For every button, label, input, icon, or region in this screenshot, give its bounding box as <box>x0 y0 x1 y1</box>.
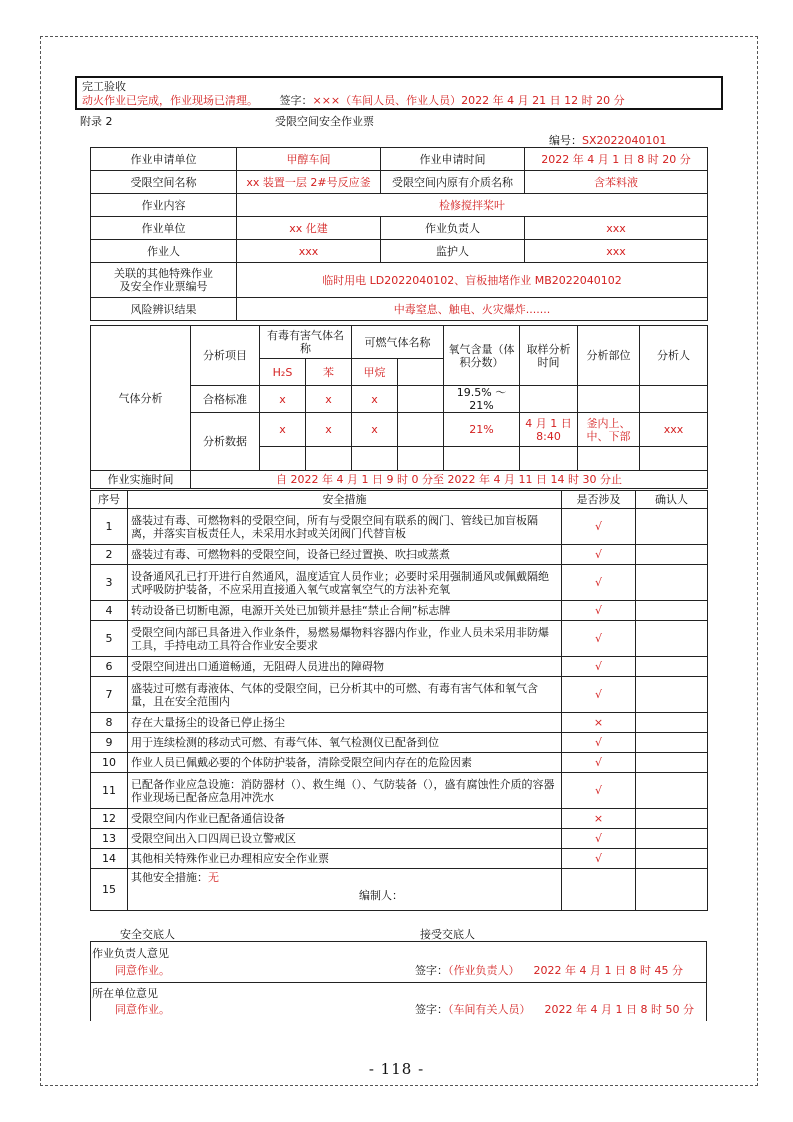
measure-text: 已配备作业应急设施：消防器材（）、救生绳（）、气防装备（），盛有腐蚀性介质的容器作业现场已配备应急用冲洗水 <box>128 773 562 809</box>
measure-confirm <box>636 545 708 565</box>
impl-time-label: 作业实施时间 <box>91 471 191 489</box>
handover-receiver: 接受交底人 <box>420 928 475 941</box>
measure-involved-mark: √ <box>562 545 636 565</box>
leader-value: xxx <box>525 217 708 240</box>
measure-involved-mark: × <box>562 713 636 733</box>
standard-time <box>520 386 578 413</box>
flammable-gas-1: 甲烷 <box>352 359 398 386</box>
data-2: x <box>306 413 352 447</box>
unit-sign-label: 签字： <box>415 1003 448 1016</box>
measure-text: 盛装过有毒、可燃物料的受限空间，设备已经过置换、吹扫或蒸煮 <box>128 545 562 565</box>
measure-involved-mark: √ <box>562 621 636 657</box>
measure-row <box>91 621 708 657</box>
measures-confirm-header: 确认人 <box>636 491 708 509</box>
measure-no: 15 <box>91 869 128 911</box>
content-label: 作业内容 <box>91 194 237 217</box>
measure-no: 13 <box>91 829 128 849</box>
measure-confirm <box>636 713 708 733</box>
leader-opinion-value: 同意作业。 <box>115 964 170 977</box>
editor-label: 编制人： <box>359 889 403 902</box>
measure-row <box>91 601 708 621</box>
measure-involved-mark: √ <box>562 677 636 713</box>
ticket-no-value: SX2022040101 <box>582 134 667 147</box>
leader-sign-label: 签字： <box>415 964 448 977</box>
gas-analysis-table <box>90 325 708 489</box>
measure-no: 9 <box>91 733 128 753</box>
measure-row <box>91 713 708 733</box>
measure-text: 存在大量扬尘的设备已停止扬尘 <box>128 713 562 733</box>
measure-confirm <box>636 509 708 545</box>
standard-4 <box>398 386 444 413</box>
leader-sign-time: 2022 年 4 月 1 日 8 时 45 分 <box>533 964 683 977</box>
leader-opinion-label: 作业负责人意见 <box>92 947 169 960</box>
measure-involved-mark: √ <box>562 565 636 601</box>
data-analyst: xxx <box>640 413 708 447</box>
data-4 <box>398 413 444 447</box>
data-label: 分析数据 <box>191 413 260 471</box>
completion-box <box>75 76 723 110</box>
leader-label: 作业负责人 <box>381 217 525 240</box>
measure-no: 11 <box>91 773 128 809</box>
related-label-line-2: 及安全作业票编号 <box>119 280 208 293</box>
standard-2: x <box>306 386 352 413</box>
appendix-label: 附录 2 <box>80 115 113 128</box>
related-value: 临时用电 LD2022040102、盲板抽堵作业 MB2022040102 <box>237 263 708 298</box>
measure-text: 转动设备已切断电源，电源开关处已加锁并悬挂“禁止合闸”标志牌 <box>128 601 562 621</box>
measure-confirm <box>636 773 708 809</box>
oxygen-label: 氧气含量（体积分数） <box>444 326 520 386</box>
other-measure-confirm <box>636 869 708 911</box>
medium-value: 含苯料液 <box>525 171 708 194</box>
toxic-gas-label: 有毒有害气体名称 <box>260 326 352 359</box>
measure-row <box>91 733 708 753</box>
guardian-value: xxx <box>525 240 708 263</box>
data-part: 釜内上、中、下部 <box>578 413 640 447</box>
measure-involved-mark: √ <box>562 773 636 809</box>
measure-no: 6 <box>91 657 128 677</box>
other-measure-label: 其他安全措施： <box>131 871 208 884</box>
measure-confirm <box>636 657 708 677</box>
measures-involved-header: 是否涉及 <box>562 491 636 509</box>
completion-title: 完工验收 <box>82 80 126 93</box>
flammable-gas-2 <box>398 359 444 386</box>
measure-row <box>91 509 708 545</box>
measure-confirm <box>636 829 708 849</box>
standard-oxygen: 19.5% ～21% <box>444 386 520 413</box>
measure-confirm <box>636 733 708 753</box>
measure-text: 盛装过有毒、可燃物料的受限空间，所有与受限空间有联系的阀门、管线已加盲板隔离，并落实盲板责任人，未采用水封或关闭阀门代替盲板 <box>128 509 562 545</box>
measure-row <box>91 773 708 809</box>
work-unit-value: xx 化建 <box>237 217 381 240</box>
standard-3: x <box>352 386 398 413</box>
handover-giver: 安全交底人 <box>120 928 175 941</box>
measure-confirm <box>636 677 708 713</box>
measure-no: 10 <box>91 753 128 773</box>
applicant-unit-value: 甲醇车间 <box>237 148 381 171</box>
toxic-gas-1: H₂S <box>260 359 306 386</box>
measure-involved-mark: √ <box>562 509 636 545</box>
measure-text: 其他相关特殊作业已办理相应安全作业票 <box>128 849 562 869</box>
measure-row <box>91 565 708 601</box>
measure-row <box>91 753 708 773</box>
applicant-unit-label: 作业申请单位 <box>91 148 237 171</box>
divider <box>90 941 91 1021</box>
measure-involved-mark: √ <box>562 601 636 621</box>
measure-confirm <box>636 565 708 601</box>
measure-no: 14 <box>91 849 128 869</box>
related-label <box>91 263 237 298</box>
worker-value: xxx <box>237 240 381 263</box>
divider <box>90 982 707 983</box>
measures-table <box>90 490 708 911</box>
standard-analyst <box>640 386 708 413</box>
sample-time-label: 取样分析时间 <box>520 326 578 386</box>
measure-text: 盛装过可燃有毒液体、气体的受限空间，已分析其中的可燃、有毒有害气体和氧气含量，且在安全范围内 <box>128 677 562 713</box>
unit-opinion-label: 所在单位意见 <box>92 987 158 1000</box>
risk-value: 中毒窒息、触电、火灾爆炸....... <box>237 298 708 321</box>
completion-sign-value: ×××（车间人员、作业人员）2022 年 4 月 21 日 12 时 20 分 <box>312 94 625 107</box>
related-label-line-1: 关联的其他特殊作业 <box>114 267 213 280</box>
unit-sign-role: （车间有关人员） <box>448 1003 531 1016</box>
measure-row <box>91 809 708 829</box>
measure-no: 8 <box>91 713 128 733</box>
measure-row <box>91 545 708 565</box>
data-3: x <box>352 413 398 447</box>
measure-confirm <box>636 753 708 773</box>
measure-involved-mark: √ <box>562 657 636 677</box>
measures-no-header: 序号 <box>91 491 128 509</box>
measure-no: 4 <box>91 601 128 621</box>
data-sample-time: 4 月 1 日 8:40 <box>520 413 578 447</box>
space-name-label: 受限空间名称 <box>91 171 237 194</box>
space-name-value: xx 装置一层 2#号反应釜 <box>237 171 381 194</box>
work-unit-label: 作业单位 <box>91 217 237 240</box>
measure-no: 2 <box>91 545 128 565</box>
other-measure-value: 无 <box>208 871 219 884</box>
standard-label: 合格标准 <box>191 386 260 413</box>
measure-confirm <box>636 809 708 829</box>
measure-involved-mark: √ <box>562 733 636 753</box>
flammable-gas-label: 可燃气体名称 <box>352 326 444 359</box>
measure-row <box>91 677 708 713</box>
standard-1: x <box>260 386 306 413</box>
measure-text: 受限空间出入口四周已设立警戒区 <box>128 829 562 849</box>
gas-item-label: 分析项目 <box>191 326 260 386</box>
page-number: - 118 - <box>368 1060 425 1078</box>
data-oxygen: 21% <box>444 413 520 447</box>
measures-text-header: 安全措施 <box>128 491 562 509</box>
risk-label: 风险辨识结果 <box>91 298 237 321</box>
divider <box>90 941 707 942</box>
other-measure-involved <box>562 869 636 911</box>
measure-row <box>91 657 708 677</box>
measure-no: 7 <box>91 677 128 713</box>
measure-involved-mark: × <box>562 809 636 829</box>
measure-no: 3 <box>91 565 128 601</box>
apply-time-value: 2022 年 4 月 1 日 8 时 20 分 <box>525 148 708 171</box>
gas-section-label: 气体分析 <box>91 326 191 471</box>
measure-text: 用于连续检测的移动式可燃、有毒气体、氧气检测仪已配备到位 <box>128 733 562 753</box>
data-1: x <box>260 413 306 447</box>
measure-confirm <box>636 601 708 621</box>
measure-no: 1 <box>91 509 128 545</box>
guardian-label: 监护人 <box>381 240 525 263</box>
measure-confirm <box>636 621 708 657</box>
completion-statement: 动火作业已完成，作业现场已清理。 <box>82 94 258 107</box>
ticket-no-label: 编号： <box>549 134 582 147</box>
standard-part <box>578 386 640 413</box>
measure-no: 12 <box>91 809 128 829</box>
measure-involved-mark: √ <box>562 753 636 773</box>
unit-sign-time: 2022 年 4 月 1 日 8 时 50 分 <box>544 1003 694 1016</box>
toxic-gas-2: 苯 <box>306 359 352 386</box>
measure-row <box>91 849 708 869</box>
apply-time-label: 作业申请时间 <box>381 148 525 171</box>
worker-label: 作业人 <box>91 240 237 263</box>
content-value: 检修搅拌桨叶 <box>237 194 708 217</box>
info-table <box>90 147 708 321</box>
divider <box>706 941 707 1021</box>
analyst-label: 分析人 <box>640 326 708 386</box>
medium-label: 受限空间内原有介质名称 <box>381 171 525 194</box>
measure-row <box>91 829 708 849</box>
measure-involved-mark: √ <box>562 849 636 869</box>
other-measure-cell <box>128 869 562 911</box>
measure-text: 受限空间内部已具备进入作业条件，易燃易爆物料容器内作业，作业人员未采用非防爆工具，手持电动工具符合作业安全要求 <box>128 621 562 657</box>
measure-involved-mark: √ <box>562 829 636 849</box>
measure-no: 5 <box>91 621 128 657</box>
measure-confirm <box>636 849 708 869</box>
measure-text: 设备通风孔已打开进行自然通风，温度适宜人员作业；必要时采用强制通风或佩戴隔绝式呼吸防护装备，不应采用直接通入氧气或富氧空气的方法补充氧 <box>128 565 562 601</box>
form-title: 受限空间安全作业票 <box>275 115 374 128</box>
measure-text: 受限空间内作业已配备通信设备 <box>128 809 562 829</box>
unit-opinion-value: 同意作业。 <box>115 1003 170 1016</box>
measure-text: 受限空间进出口通道畅通，无阻碍人员进出的障碍物 <box>128 657 562 677</box>
completion-sign-label: 签字： <box>279 94 313 107</box>
leader-sign-role: （作业负责人） <box>448 964 520 977</box>
measure-text: 作业人员已佩戴必要的个体防护装备，清除受限空间内存在的危险因素 <box>128 753 562 773</box>
analysis-part-label: 分析部位 <box>578 326 640 386</box>
impl-time-value: 自 2022 年 4 月 1 日 9 时 0 分至 2022 年 4 月 11 日 14 时 30 分止 <box>191 471 708 489</box>
